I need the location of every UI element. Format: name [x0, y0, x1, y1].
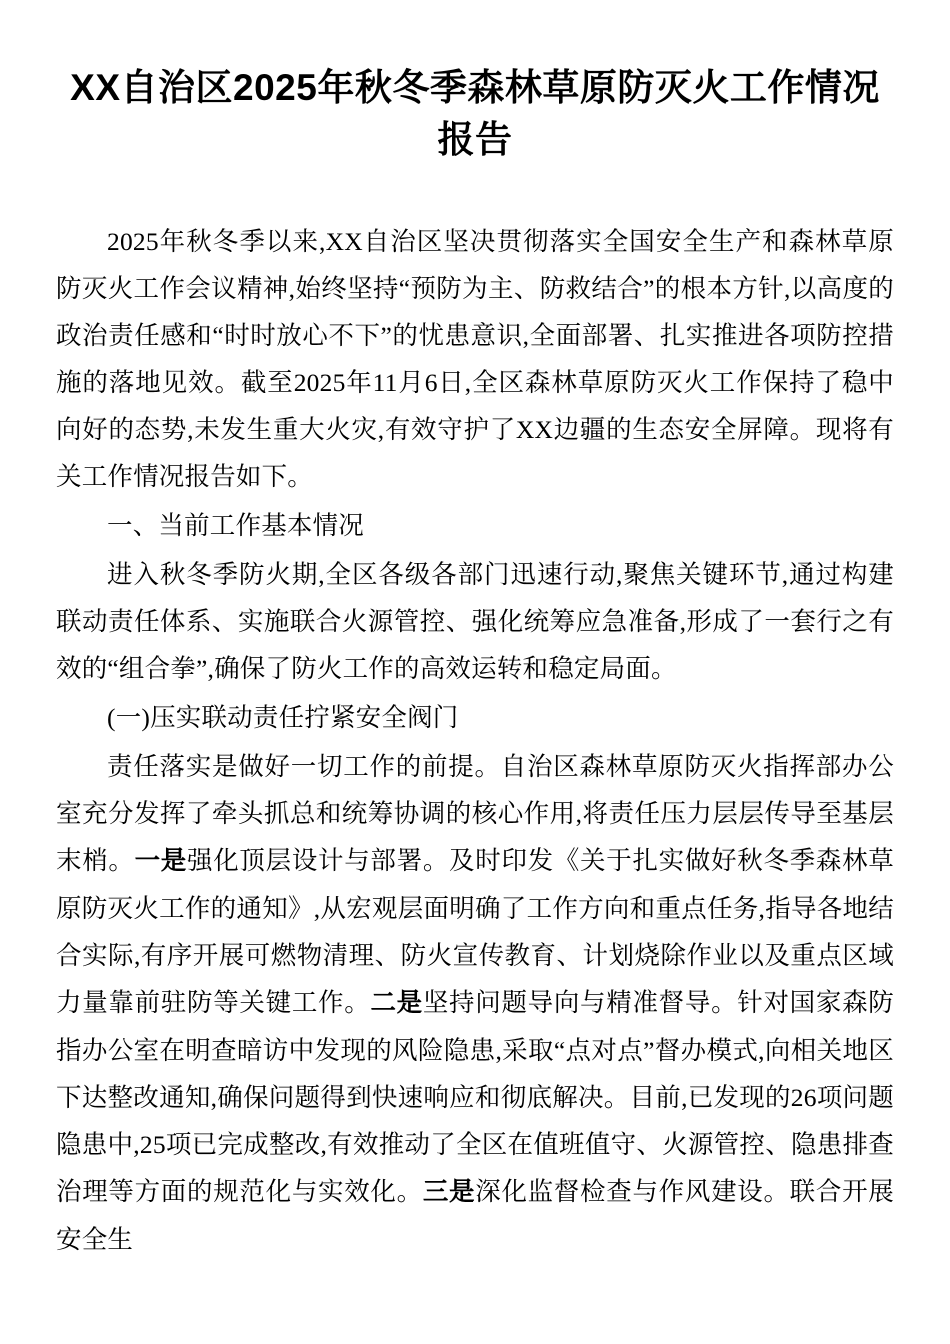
- emphasis-run: 二是: [370, 989, 423, 1017]
- emphasis-run: 三是: [422, 1178, 476, 1206]
- text-run: 责任落实是做好一切工作的前提。自治区森林草原防灭火指挥部办公室充分发挥了牵头抓总和统筹协调的核心作用,将责任压力层层传导至基层末梢。: [56, 752, 894, 875]
- document-title: XX自治区2025年秋冬季森林草原防灭火工作情况报告: [70, 67, 880, 160]
- text-run: 深化监督检查与作风建设。联合开展安全生: [56, 1177, 894, 1254]
- paragraph-subsection-heading-one: (一)压实联动责任拧紧安全阀门: [107, 703, 459, 732]
- paragraph-body-two: [56, 743, 894, 1263]
- paragraph-intro: 2025年秋冬季以来,XX自治区坚决贯彻落实全国安全生产和森林草原防灭火工作会议精神,始终坚持“预防为主、防救结合”的根本方针,以高度的政治责任感和“时时放心不下”的忧患意识,全面部署、扎实推进各项防控措施的落地见效。截至2025年11月6日,全区森林草原防灭火工作保持了稳中向好的态势,未发生重大火灾,有效守护了XX边疆的生态安全屏障。现将有关工作情况报告如下。: [56, 227, 894, 491]
- paragraph-body-one: 进入秋冬季防火期,全区各级各部门迅速行动,聚焦关键环节,通过构建联动责任体系、实施联合火源管控、强化统筹应急准备,形成了一套行之有效的“组合拳”,确保了防火工作的高效运转和稳定局面。: [56, 560, 894, 683]
- emphasis-run: 一是: [134, 847, 188, 875]
- paragraph-section-heading-one: 一、当前工作基本情况: [107, 511, 365, 540]
- text-run: 强化顶层设计与部署。及时印发《关于扎实做好秋冬季森林草原防灭火工作的通知》,从宏观层面明确了工作方向和重点任务,指导各地结合实际,有序开展可燃物清理、防火宣传教育、计划烧除作业以及重点区域力量靠前驻防等关键工作。: [56, 846, 894, 1017]
- text-run: 坚持问题导向与精准督导。针对国家森防指办公室在明查暗访中发现的风险隐患,采取“点对点”督办模式,向相关地区下达整改通知,确保问题得到快速响应和彻底解决。目前,已发现的26项问题隐患中,25项已完成整改,有效推动了全区在值班值守、火源管控、隐患排查治理等方面的规范化与实效化。: [56, 988, 894, 1206]
